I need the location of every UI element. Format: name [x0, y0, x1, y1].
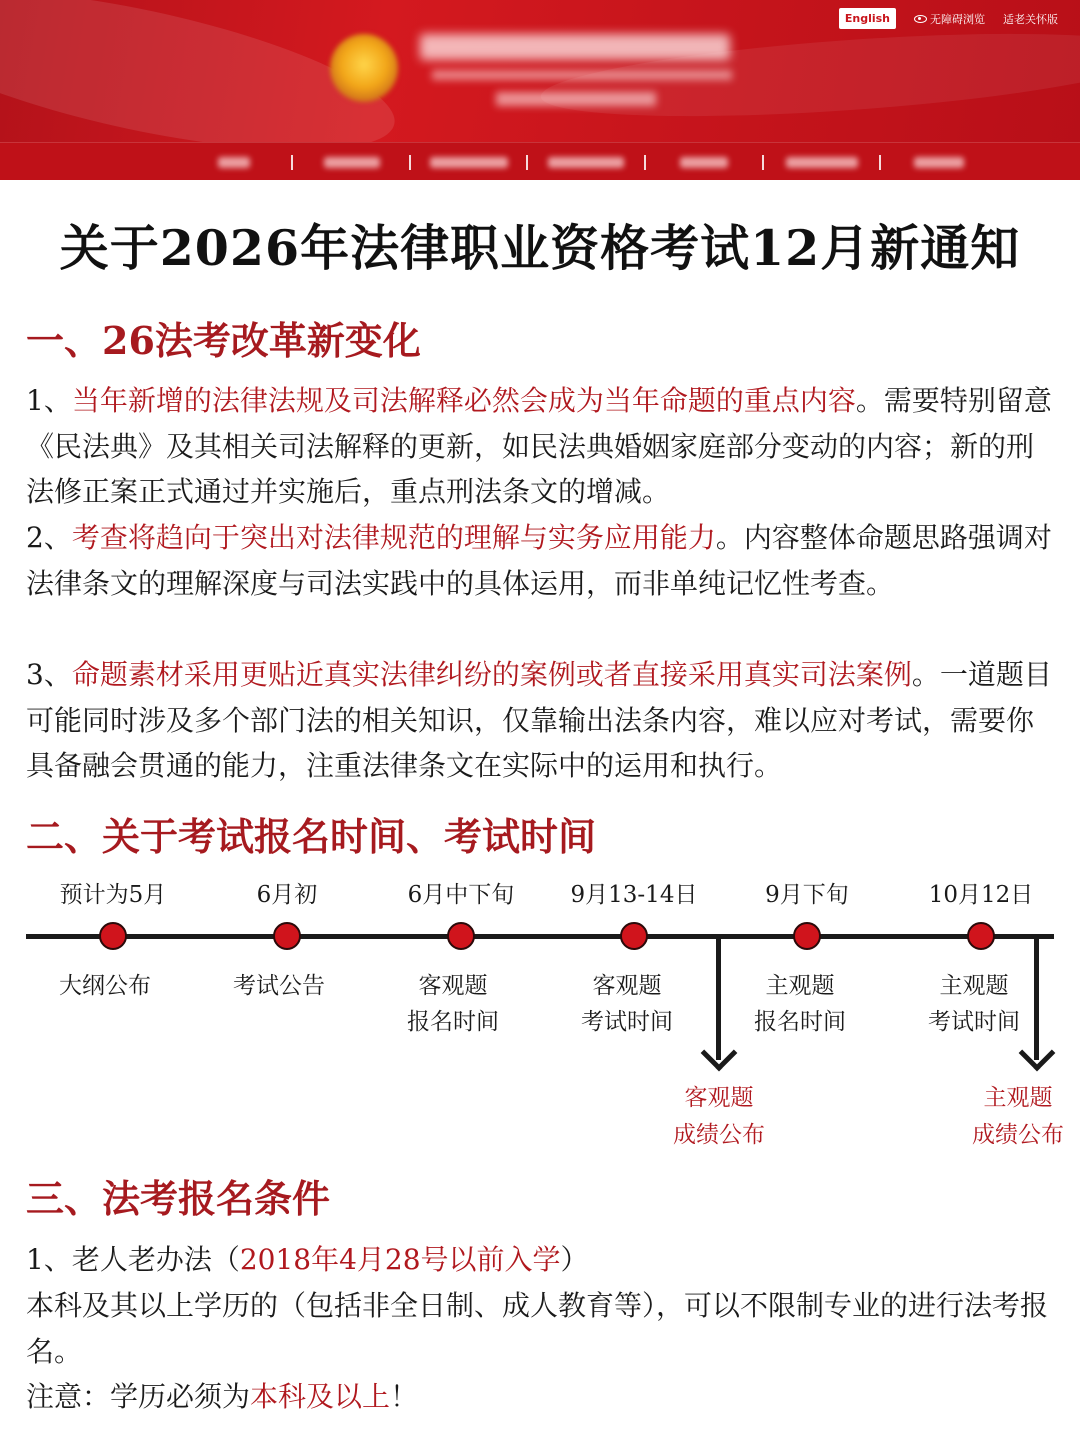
section3-heading: 三、法考报名条件: [26, 1176, 331, 1221]
nav-item-blurred[interactable]: [680, 157, 728, 168]
nav-separator: [644, 155, 646, 170]
item-number: 2、: [26, 521, 72, 554]
timeline-dot: [967, 922, 995, 950]
timeline-event-line2: 考试时间: [928, 1009, 1020, 1035]
item-highlight: 命题素材采用更贴近真实法律纠纷的案例或者直接采用真实司法案例: [71, 658, 912, 691]
item-body: 。一道题目可能同时涉及多个部门法的相关知识，仅靠输出法条内容，难以应对考试，需要你具备融会贯通的能力，注重法律条文在实际中的运用和执行。: [26, 658, 1052, 782]
english-button[interactable]: English: [839, 8, 896, 29]
timeline-dot: [273, 922, 301, 950]
timeline-date: 6月初: [256, 882, 318, 908]
accessibility-label: 无障碍浏览: [930, 12, 985, 26]
note-prefix: 注意：学历必须为: [26, 1380, 251, 1413]
timeline-event-line1: 客观题: [592, 973, 662, 999]
timeline-date: 预计为5月: [59, 882, 167, 908]
timeline-event-line1: 客观题: [418, 973, 488, 999]
timeline-axis: [26, 934, 1054, 939]
nav-item-blurred[interactable]: [430, 157, 508, 168]
down-arrow-icon: [1019, 1035, 1056, 1072]
timeline-event-line1: 考试公告: [233, 973, 325, 999]
national-emblem-icon: [330, 34, 398, 102]
section1-heading: 一、26法考改革新变化: [26, 318, 421, 363]
result-line2: 成绩公布: [673, 1122, 765, 1148]
nav-item-blurred[interactable]: [218, 157, 250, 168]
result-line2: 成绩公布: [972, 1122, 1064, 1148]
timeline-dot: [99, 922, 127, 950]
item-body: 。需要特别留意《民法典》及其相关司法解释的更新，如民法典婚姻家庭部分变动的内容；新的刑法修正案正式通过并实施后，重点刑法条文的增减。: [26, 384, 1052, 508]
timeline-event-line1: 主观题: [939, 973, 1009, 999]
item-number: 3、: [26, 658, 72, 691]
section3-note: [26, 1374, 1056, 1420]
item-highlight: 考查将趋向于突出对法律规范的理解与实务应用能力: [71, 521, 716, 554]
timeline-result: [659, 1080, 779, 1154]
item-highlight: 当年新增的法律法规及司法解释必然会成为当年命题的重点内容: [71, 384, 856, 417]
item-suffix: ）: [560, 1243, 589, 1276]
timeline-dot: [620, 922, 648, 950]
page-title: 关于2026年法律职业资格考试12月新通知: [59, 219, 1021, 277]
timeline-event: [20, 968, 190, 1004]
accessibility-link[interactable]: [914, 11, 985, 27]
timeline-event: [194, 968, 364, 1004]
blurred-site-subtitle: [496, 92, 656, 106]
nav-separator: [762, 155, 764, 170]
nav-separator: [526, 155, 528, 170]
section2-heading: 二、关于考试报名时间、考试时间: [26, 814, 597, 859]
section1-item-2: [26, 515, 1056, 606]
timeline-dot: [447, 922, 475, 950]
timeline-event-line1: 大纲公布: [59, 973, 151, 999]
nav-separator: [879, 155, 881, 170]
top-utility-links: [839, 8, 1058, 29]
down-arrow-icon: [701, 1035, 738, 1072]
timeline-date: 9月下旬: [765, 882, 849, 908]
section1-item-1: [26, 378, 1056, 515]
nav-item-blurred[interactable]: [324, 157, 380, 168]
eye-icon: [914, 15, 927, 23]
item-prefix: 1、老人老办法（: [26, 1243, 240, 1276]
section1-item-3: [26, 652, 1056, 789]
note-highlight: 本科及以上: [250, 1380, 391, 1413]
note-suffix: ！: [390, 1380, 419, 1413]
nav-item-blurred[interactable]: [914, 157, 964, 168]
nav-separator: [409, 155, 411, 170]
section3-item-1-body: 本科及其以上学历的（包括非全日制、成人教育等），可以不限制专业的进行法考报名。: [26, 1289, 1049, 1368]
result-line1: 客观题: [684, 1085, 754, 1111]
timeline-event-line2: 报名时间: [407, 1009, 499, 1035]
timeline-event-line1: 主观题: [765, 973, 835, 999]
nav-separator: [291, 155, 293, 170]
blurred-site-title: [420, 34, 730, 60]
timeline-event: [715, 968, 885, 1040]
nav-item-blurred[interactable]: [548, 157, 624, 168]
timeline-date: 6月中下旬: [407, 882, 515, 908]
nav-item-blurred[interactable]: [786, 157, 858, 168]
blurred-site-subtitle: [432, 70, 732, 80]
timeline-date: 10月12日: [928, 882, 1034, 908]
timeline-event-line2: 报名时间: [754, 1009, 846, 1035]
timeline-event: [368, 968, 538, 1040]
section3-item-1: [26, 1237, 1056, 1283]
item-highlight: 2018年4月28号以前入学: [239, 1243, 561, 1276]
timeline-dot: [793, 922, 821, 950]
header-banner: [0, 0, 1080, 180]
result-line1: 主观题: [983, 1085, 1053, 1111]
item-number: 1、: [26, 384, 72, 417]
timeline-result: [958, 1080, 1078, 1154]
item-body: 。内容整体命题思路强调对法律条文的理解深度与司法实践中的具体运用，而非单纯记忆性考查。: [26, 521, 1052, 600]
nav-bar: [0, 142, 1080, 180]
timeline-event: [542, 968, 712, 1040]
timeline-event-line2: 考试时间: [581, 1009, 673, 1035]
timeline-date: 9月13-14日: [570, 882, 698, 908]
elderly-mode-link[interactable]: 适老关怀版: [1003, 12, 1058, 26]
